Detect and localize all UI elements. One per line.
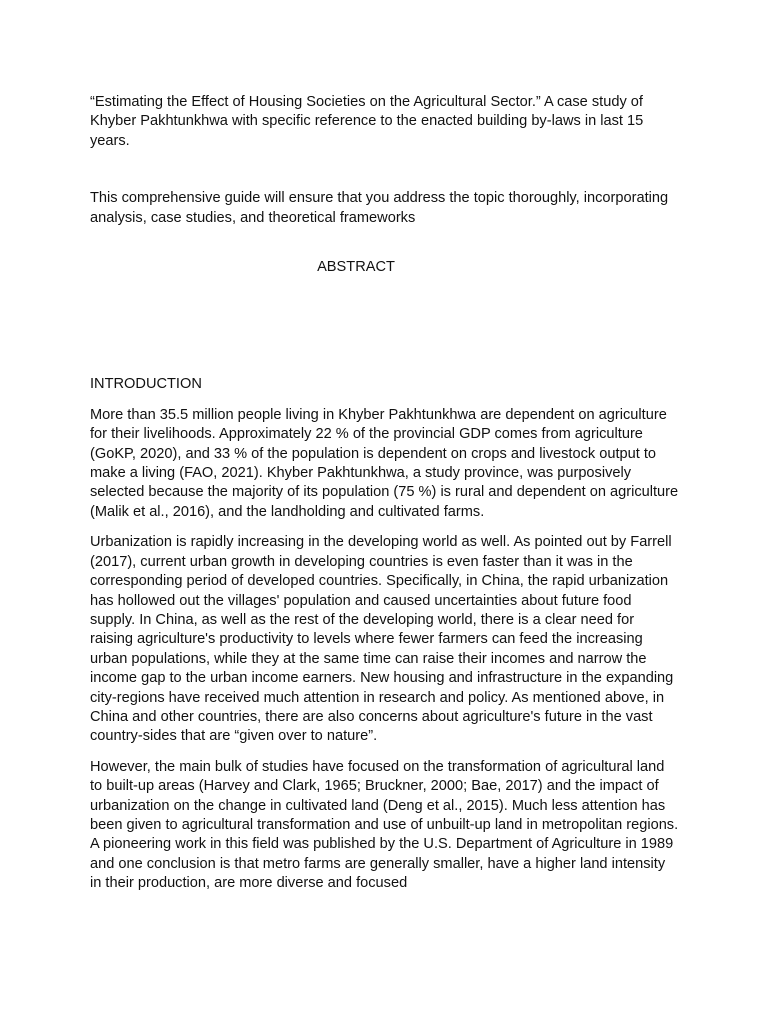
document-content (90, 93, 680, 905)
body-paragraph: Urbanization is rapidly increasing in the developing world as well. As pointed out by Farrell (2017), current urban growth in developing countries is even faster than it was in the corresponding period of developed countries. Specifically, in China, the rapid urbanization has hollowed out the villages' population and caused uncertainties about future food supply. In China, as well as the rest of the developing world, there is a clear need for raising agriculture's productivity to levels where fewer farmers can feed the increasing urban populations, while they at the same time can raise their incomes and narrow the income gap to the urban income earners. New housing and infrastructure in the expanding city-regions have received much attention in research and policy. As mentioned above, in China and other countries, there are also concerns about agriculture's future in the vast country-sides that are “given over to nature”. (90, 534, 674, 745)
guide-paragraph: This comprehensive guide will ensure that you address the topic thoroughly, incorporating analysis, case studies, and theoretical frameworks (90, 190, 669, 226)
body-paragraph: However, the main bulk of studies have focused on the transformation of agricultural land to built-up areas (Harvey and Clark, 1965; Bruckner, 2000; Bae, 2017) and the impact of urbanization on the change in cultivated land (Deng et al., 2015). Much less attention has been given to agricultural transformation and use of unbuilt-up land in metropolitan regions. A pioneering work in this field was published by the U.S. Department of Agriculture in 1989 and one conclusion is that metro farms are generally smaller, have a higher land intensity in their production, are more diverse and focused (90, 758, 679, 892)
body-paragraph: More than 35.5 million people living in Khyber Pakhtunkhwa are dependent on agriculture for their livelihoods. Approximately 22 % of the provincial GDP comes from agriculture (GoKP, 2020), and 33 % of the population is dependent on crops and livestock output to make a living (FAO, 2021). Khyber Pakhtunkhwa, a study province, was purposively selected because the majority of its population (75 %) is rural and dependent on agriculture (Malik et al., 2016), and the landholding and cultivated farms. (90, 406, 679, 520)
abstract-heading: ABSTRACT (317, 259, 395, 276)
title-paragraph: “Estimating the Effect of Housing Societies on the Agricultural Sector.” A case study of Khyber Pakhtunkhwa with specific reference to the enacted building by-laws in last 15 years. (90, 94, 644, 149)
introduction-heading: INTRODUCTION (90, 376, 202, 393)
